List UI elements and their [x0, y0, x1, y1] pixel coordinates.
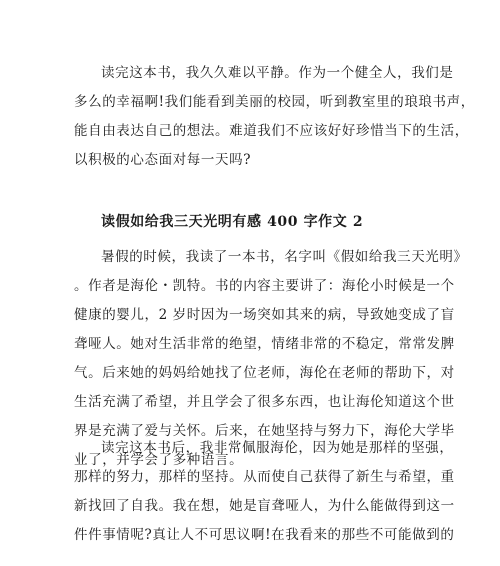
text-line: 聋哑人。她对生活非常的绝望，情绪非常的不稳定，常常发脾 [74, 336, 455, 352]
text-line: 以积极的心态面对每一天吗? [74, 152, 252, 168]
text-line: 气。后来她的妈妈给她找了位老师，海伦在老师的帮助下，对 [74, 365, 455, 381]
text-line: 读完这本书，我久久难以平静。作为一个健全人，我们是 [101, 65, 454, 81]
text-line: 读完这本书后，我非常佩服海伦，因为她是那样的坚强， [101, 440, 454, 456]
text-line: 生活充满了希望，并且学会了很多东西，也让海伦知道这个世 [74, 394, 455, 410]
text-line: 能自由表达自己的想法。难道我们不应该好好珍惜当下的生活， [74, 123, 469, 139]
text-line: 多么的幸福啊!我们能看到美丽的校园，听到教室里的琅琅书声， [74, 94, 475, 110]
text-line: 那样的努力，那样的坚持。从而使自己获得了新生与希望，重 [74, 469, 455, 485]
essay-heading: 读假如给我三天光明有感 400 字作文 2 [101, 214, 364, 230]
text-line: 健康的婴儿，2 岁时因为一场突如其来的病，导致她变成了盲 [74, 307, 455, 323]
text-line: 暑假的时候，我读了一本书，名字叫《假如给我三天光明》 [101, 249, 468, 265]
text-line: 新找回了自我。我在想，她是盲聋哑人，为什么能做得到这一 [74, 498, 455, 514]
text-line: 界是充满了爱与关怀。后来，在她坚持与努力下，海伦大学毕 [74, 423, 455, 439]
paragraph-reflection [74, 59, 475, 175]
text-line: 件件事情呢?真让人不可思议啊!在我看来的那些不可能做到的 [74, 527, 455, 543]
text-line: 。作者是海伦・凯特。书的内容主要讲了：海伦小时候是一个 [74, 278, 455, 294]
text-line: 业了，并学会了多种语言。 [74, 452, 244, 468]
paragraph-admiration [74, 434, 455, 550]
